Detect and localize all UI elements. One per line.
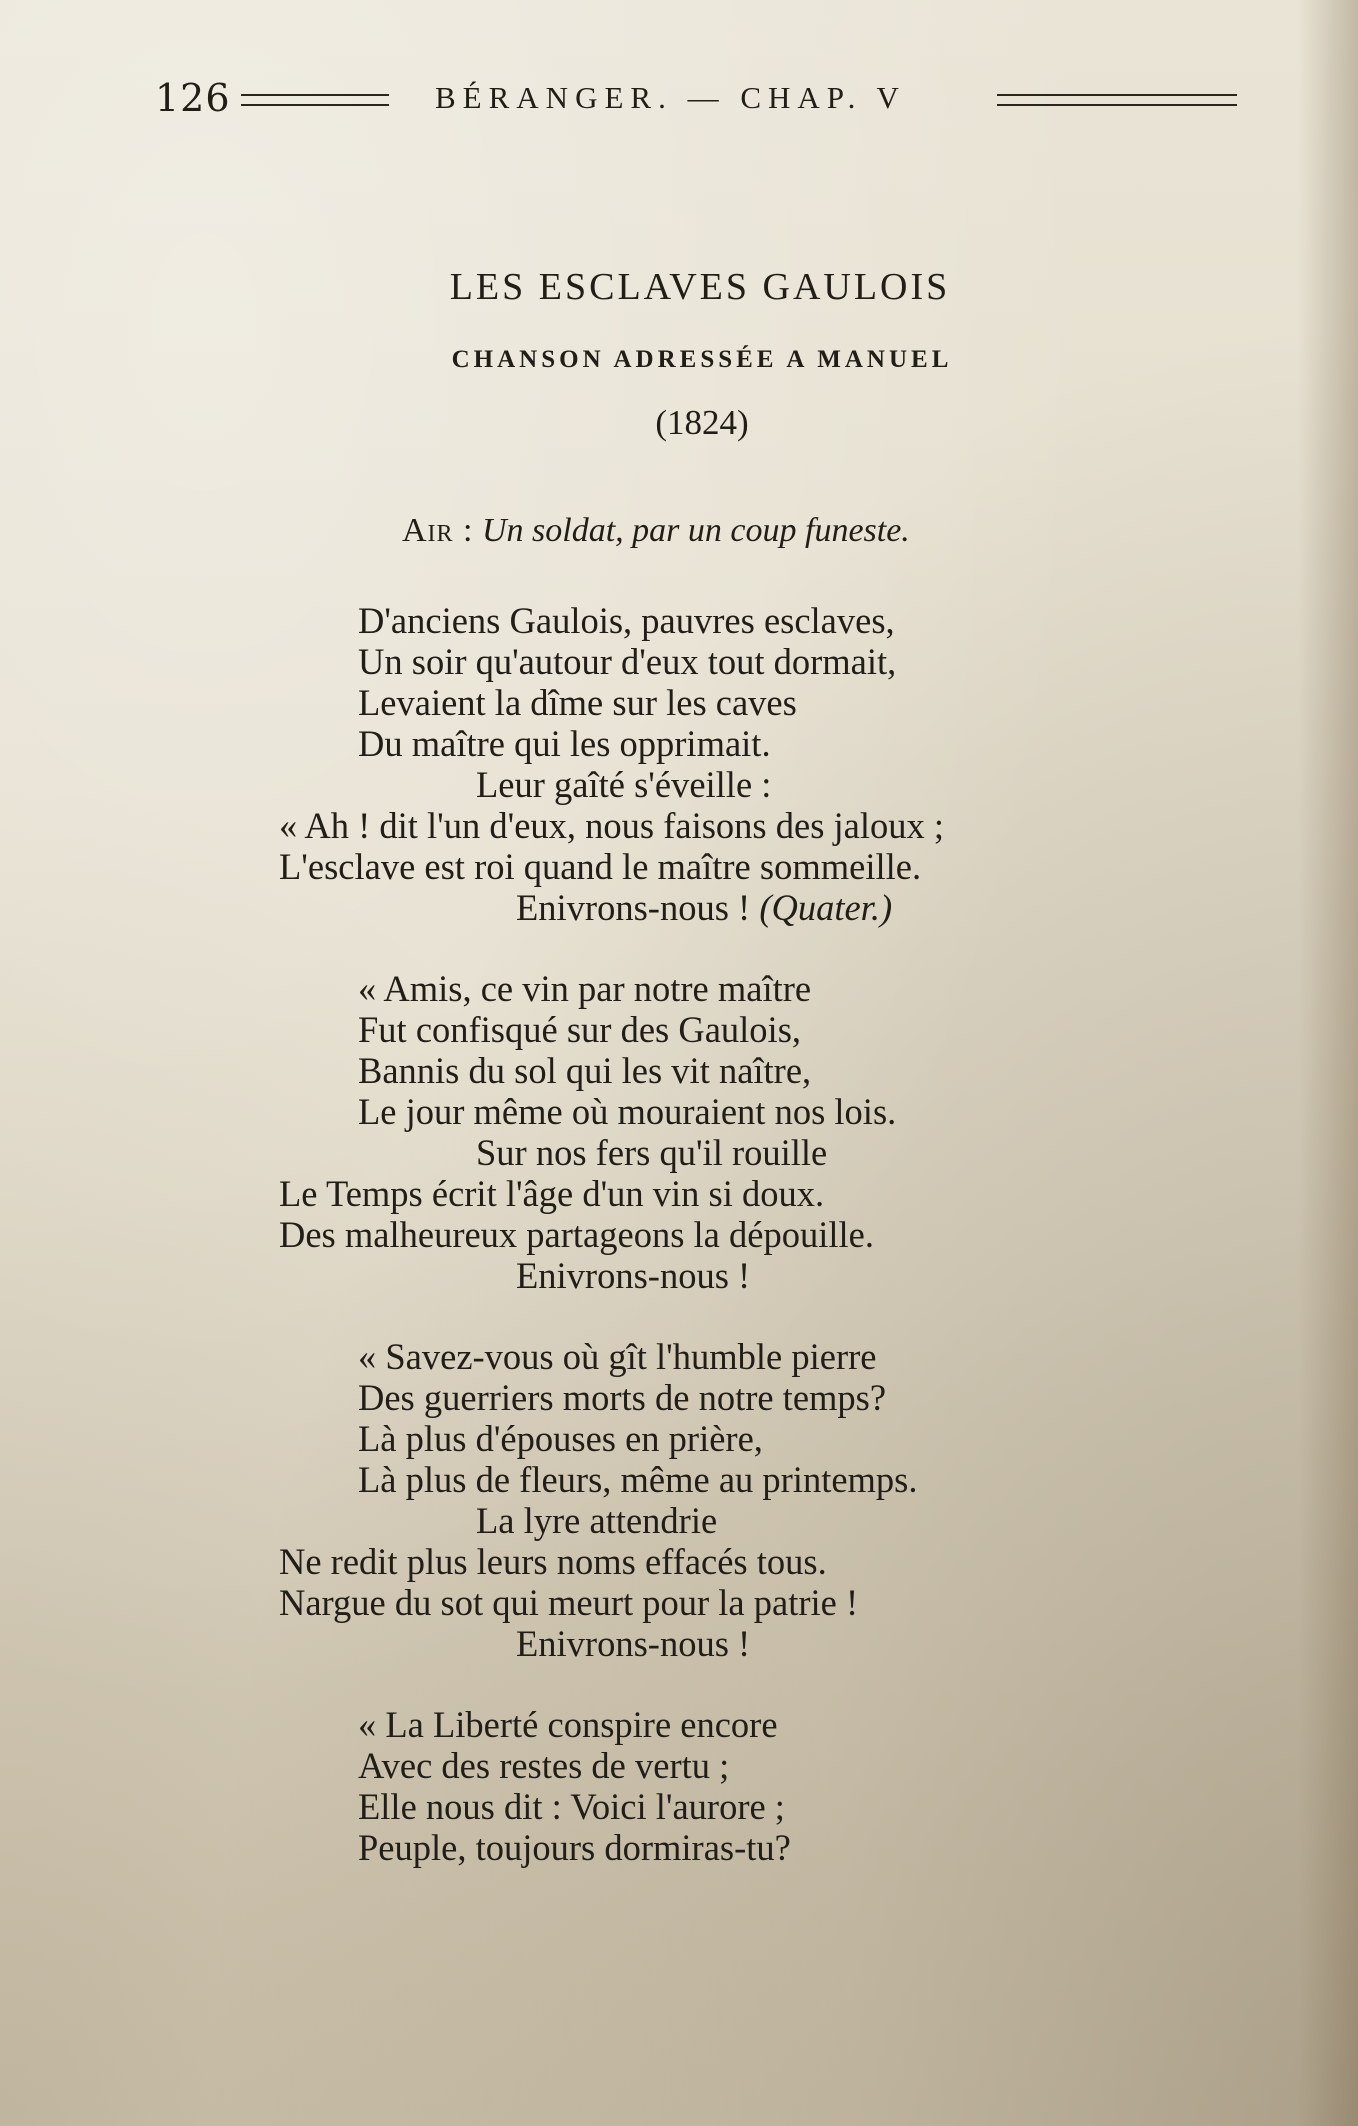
verse-line: « Amis, ce vin par notre maître: [358, 968, 812, 1009]
poem-title: LES ESCLAVES GAULOIS: [449, 266, 951, 308]
verse-line: « La Liberté conspire encore: [358, 1704, 778, 1745]
header-rule-left: [241, 94, 389, 106]
page-number: 126: [155, 76, 231, 120]
verse-line: Là plus de fleurs, même au printemps.: [358, 1459, 918, 1500]
refrain-note: (Quater.): [759, 887, 893, 928]
verse-line: Sur nos fers qu'il rouille: [476, 1132, 828, 1173]
verse-line: « Savez-vous où gît l'humble pierre: [358, 1336, 877, 1377]
verse-line: Le jour même où mouraient nos lois.: [358, 1091, 897, 1132]
verse-line: D'anciens Gaulois, pauvres esclaves,: [358, 600, 895, 641]
verse-line: Le Temps écrit l'âge d'un vin si doux.: [279, 1173, 825, 1214]
verse-line: Levaient la dîme sur les caves: [358, 682, 797, 723]
verse-line: « Ah ! dit l'un d'eux, nous faisons des jaloux ;: [279, 805, 945, 846]
air-tune: Un soldat, par un coup funeste.: [482, 512, 910, 549]
verse-line: L'esclave est roi quand le maître sommeille.: [279, 846, 922, 887]
verse-line: Bannis du sol qui les vit naître,: [358, 1050, 812, 1091]
verse-line: Elle nous dit : Voici l'aurore ;: [358, 1786, 785, 1827]
verse-line: La lyre attendrie: [476, 1500, 718, 1541]
verse-line: Des guerriers morts de notre temps?: [358, 1377, 887, 1418]
verse-line: Ne redit plus leurs noms effacés tous.: [279, 1541, 827, 1582]
running-title: BÉRANGER. — CHAP. V: [435, 80, 906, 115]
air-label: Air :: [402, 512, 474, 549]
verse-line: Avec des restes de vertu ;: [358, 1745, 730, 1786]
verse-line: Fut confisqué sur des Gaulois,: [358, 1009, 802, 1050]
verse-line: Peuple, toujours dormiras-tu?: [358, 1827, 791, 1868]
verse-line: Du maître qui les opprimait.: [358, 723, 771, 764]
header-rule-right: [997, 94, 1237, 106]
poem-subtitle: CHANSON ADRESSÉE A MANUEL: [451, 346, 953, 373]
verse-line: Des malheureux partageons la dépouille.: [279, 1214, 874, 1255]
poem-year: (1824): [655, 403, 749, 442]
verse-line: Là plus d'épouses en prière,: [358, 1418, 763, 1459]
refrain: [516, 887, 892, 928]
air-indication: [402, 508, 910, 554]
verse-line: Nargue du sot qui meurt pour la patrie !: [279, 1582, 859, 1623]
refrain-text: Enivrons-nous !: [516, 887, 751, 928]
refrain: Enivrons-nous !: [516, 1255, 751, 1296]
refrain: Enivrons-nous !: [516, 1623, 751, 1664]
running-head: [155, 76, 1245, 120]
verse-line: Leur gaîté s'éveille :: [476, 764, 772, 805]
verse-line: Un soir qu'autour d'eux tout dormait,: [358, 641, 897, 682]
